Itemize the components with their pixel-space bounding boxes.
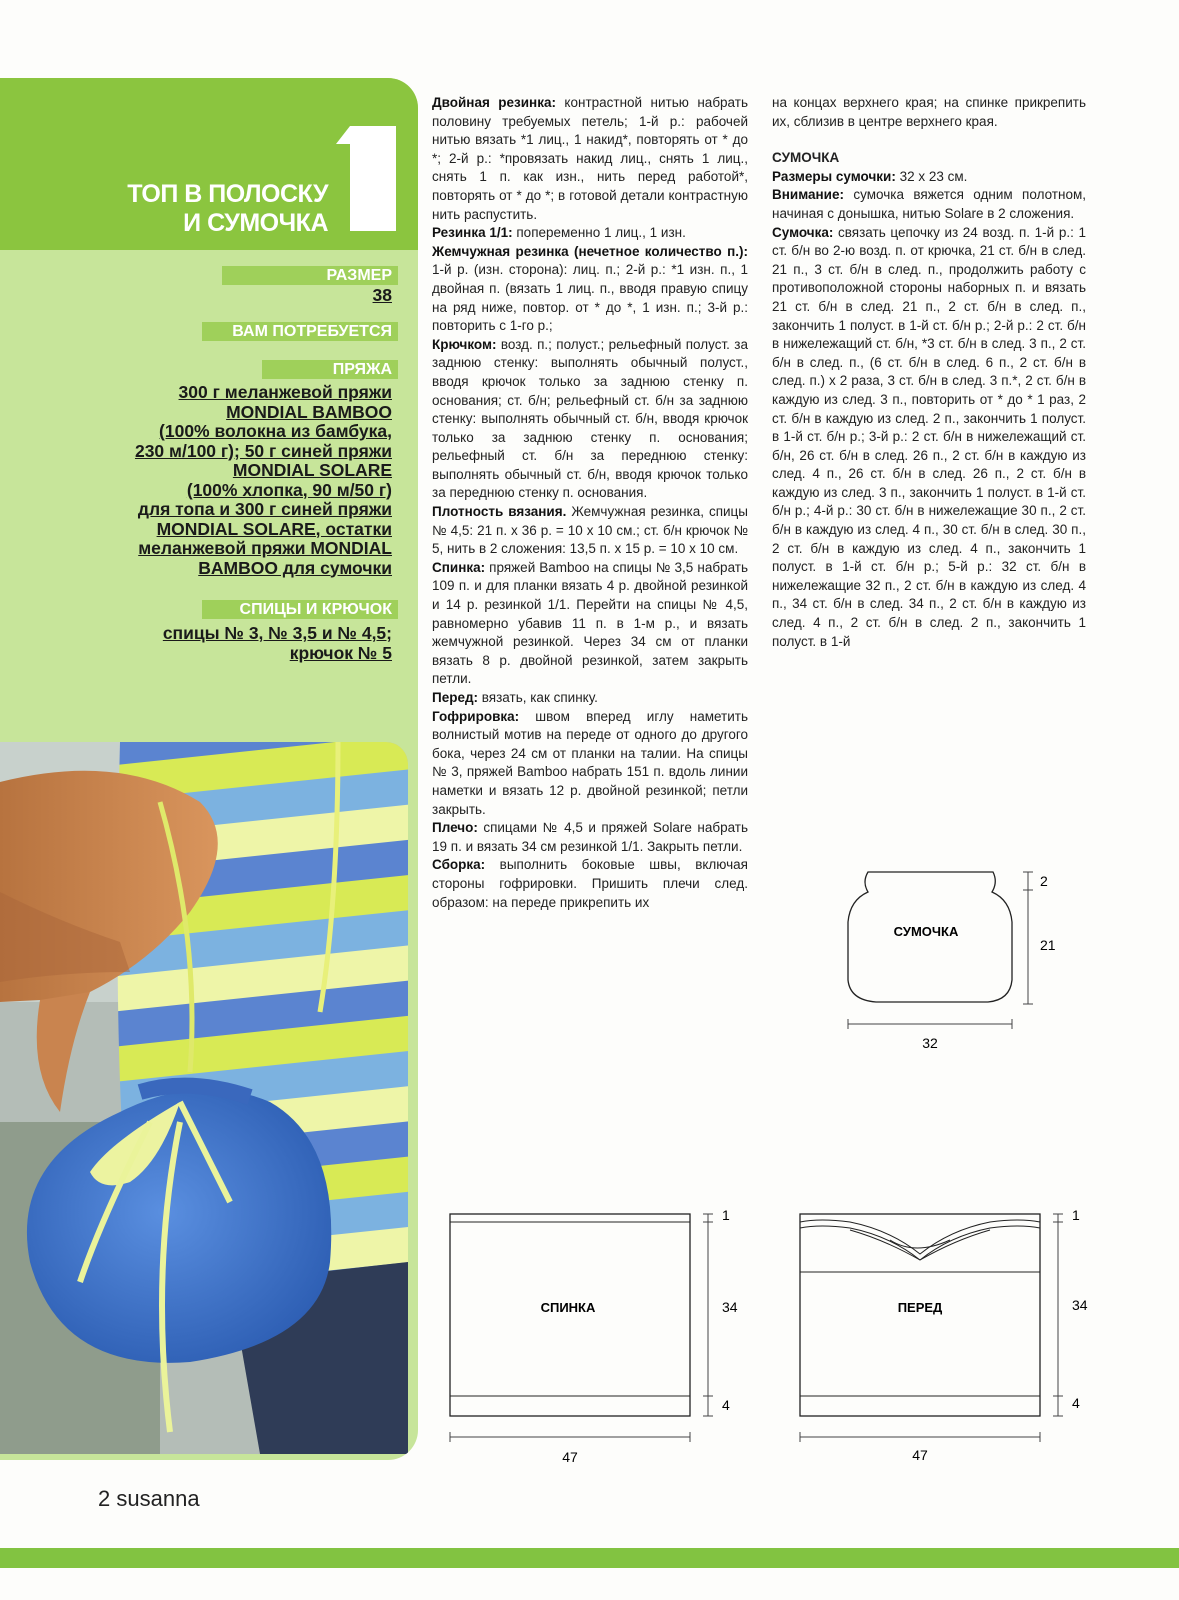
front-label: ПЕРЕД bbox=[897, 1300, 943, 1315]
front-dim-top: 1 bbox=[1072, 1207, 1080, 1223]
para-continuation: на концах верхнего края; на спинке прикрепить их, сблизив в центре верхнего края. bbox=[772, 95, 1086, 129]
front-dim-height: 34 bbox=[1072, 1297, 1088, 1313]
bag-schematic bbox=[838, 862, 1068, 1062]
bag-dim-height: 21 bbox=[1040, 937, 1056, 953]
page-number: 2 bbox=[98, 1486, 111, 1511]
needs-label: ВАМ ПОТРЕБУЕТСЯ bbox=[202, 322, 398, 341]
title-line-1: ТОП В ПОЛОСКУ bbox=[127, 180, 328, 208]
sidebar-header bbox=[0, 78, 418, 250]
section-heading-bag: СУМОЧКА bbox=[772, 150, 840, 166]
para-back: Спинка: пряжей Bamboo на спицы № 3,5 набрать 109 п. и для планки вязать 4 р. двойной резинкой и 14 р. резинкой 1/1. Перейти на спицы № 4,5, равномерно убавив 11 п. в 1-м р., и вязать жемчужной резинкой. Через 34 см от планки вязать 8 р. двойной резинкой, затем закрыть петли. bbox=[432, 559, 748, 687]
model-photo bbox=[0, 742, 408, 1454]
size-value: 38 bbox=[372, 285, 392, 305]
para-bag: Сумочка: связать цепочку из 24 возд. п. 1-й р.: 1 ст. б/н во 2-ю возд. п. от крючка, 21 ст. б/н в след. 21 п., 3 ст. б/н в след. п., продолжить работу с противоположной стороны наборных п. и вязать 21 ст. б/н в след. 21 п., 2 ст. б/н в след. п., закончить 1 полуст. в 1-й ст. б/н р.; 2-й р.: 2 ст. б/н в нижележащий ст. б/н, *3 ст. б/н в след. 3 п., 2 ст. б/н в след. п., (6 ст. б/н в след. 6 п., 2 ст. б/н в след. п.) х 2 раза, 3 ст. б/н в след. 3 п.*, 2 ст. б/н в каждую из след. 3 п., повторить от * до * 1 раз, 2 ст. б/н в каждую из след. 2 п., закончить 1 полуст. в 1-й ст. б/н р.; 3-й р.: 2 ст. б/н в нижележащий ст. б/н, 26 ст. б/н в след. 26 п., 2 ст. б/н в каждую из след. 4 п., 26 ст. б/н в след. 26 п., 2 ст. б/н в каждую из след. 3 п., закончить 1 полуст. в 1-й ст. б/н р.; 4-й р.: 30 ст. б/н в нижележащие 30 п., 2 ст. б/н в каждую из след. 4 п., 30 ст. б/н в след. 30 п., 2 ст. б/н в каждую из след. 4 п., закончить 1 полуст. в 1-й ст. б/н р.; 5-й р.: 32 ст. б/н в нижележащие 32 п., 2 ст. б/н в каждую из след. 4 п., 34 ст. б/н в след. 34 п., 2 ст. б/н в каждую из след. 4 п., 2 ст. б/н в след. 2 п., закончить 1 полуст. в 1-й bbox=[772, 224, 1086, 649]
title-line-2: И СУМОЧКА bbox=[183, 209, 328, 237]
back-label: СПИНКА bbox=[540, 1300, 596, 1315]
back-dim-top: 1 bbox=[722, 1207, 730, 1223]
back-dim-bottom: 4 bbox=[722, 1397, 730, 1413]
page-folio bbox=[98, 1486, 200, 1512]
bag-dim-top: 2 bbox=[1040, 873, 1048, 889]
instructions-column-1 bbox=[432, 94, 748, 912]
tools-description: спицы № 3, № 3,5 и № 4,5; крючок № 5 bbox=[162, 623, 392, 663]
para-front: Перед: вязать, как спинку. bbox=[432, 690, 598, 705]
tools-label: СПИЦЫ И КРЮЧОК bbox=[202, 600, 398, 619]
para-ruffle: Гофрировка: швом вперед иглу наметить волнистый мотив на переде от одного до другого бока, через 24 см от планки на талии. На спицы № 3, пряжей Bamboo набрать 151 п. вдоль линии наметки и вязать 12 р. двойной резинкой; петли закрыть. bbox=[432, 708, 748, 817]
para-bag-size: Размеры сумочки: 32 х 23 см. bbox=[772, 168, 968, 184]
front-dim-bottom: 4 bbox=[1072, 1395, 1080, 1411]
para-shoulder: Плечо: спицами № 4,5 и пряжей Solare набрать 19 п. и вязать 34 см резинкой 1/1. Закрыть петли. bbox=[432, 820, 748, 854]
sidebar-panel bbox=[0, 78, 418, 1460]
para-rib-1x1: Резинка 1/1: попеременно 1 лиц., 1 изн. bbox=[432, 225, 686, 241]
para-attention: Внимание: сумочка вяжется одним полотном, начиная с донышка, нитью Solare в 2 сложения. bbox=[772, 187, 1086, 221]
para-assembly: Сборка: выполнить боковые швы, включая стороны гофрировки. Пришить плечи след. образом: на переде прикрепить их bbox=[432, 857, 748, 910]
size-label: РАЗМЕР bbox=[222, 266, 398, 285]
photo-illustration bbox=[0, 742, 408, 1454]
back-dim-height: 34 bbox=[722, 1299, 738, 1315]
yarn-label: ПРЯЖА bbox=[262, 360, 398, 379]
bag-label: СУМОЧКА bbox=[893, 924, 959, 939]
back-schematic bbox=[440, 1204, 750, 1474]
bottom-green-bar bbox=[0, 1548, 1179, 1568]
para-double-rib: Двойная резинка: контрастной нитью набрать половину требуемых петель; 1-й р.: рабочей нитью вязать *1 лиц., 1 накид*, повторять от * до *; 2-й р.: *провязать накид лиц., снять 1 лиц., снять 1 п. как изн., нить перед работой*, повторять от * до *; в готовой детали контрастную нить распустить. bbox=[432, 95, 748, 222]
back-dim-width: 47 bbox=[562, 1449, 578, 1465]
front-schematic bbox=[790, 1204, 1110, 1474]
yarn-description: 300 г меланжевой пряжи MONDIAL BAMBOO (100% волокна из бамбука, 230 м/100 г); 50 г синей пряжи MONDIAL SOLARE (100% хлопка, 90 м/50 г) для топа и 300 г синей пряжи MONDIAL SOLARE, остатки меланжевой пряжи MONDIAL BAMBOO для сумочки bbox=[134, 382, 392, 578]
para-pearl-rib: Жемчужная резинка (нечетное количество п.): 1-й р. (изн. сторона): лиц. п.; 2-й р.: *1 изн. п., 1 двойная п. (вязать 1 лиц. п., вводя правую спицу на ряд ниже, повтор. от * до *, 1 изн. п.; 3-й р.: повторить с 1-го р.; bbox=[432, 243, 748, 334]
magazine-name: susanna bbox=[116, 1486, 200, 1511]
para-gauge: Плотность вязания. Жемчужная резинка, спицы № 4,5: 21 п. х 36 р. = 10 х 10 см.; ст. б/н крючок № 5, нить в 2 сложения: 13,5 п. х 15 р. = 10 х 10 см. bbox=[432, 504, 748, 557]
model-number-one bbox=[350, 126, 396, 231]
instructions-column-2 bbox=[772, 94, 1086, 651]
front-dim-width: 47 bbox=[912, 1447, 928, 1463]
bag-dim-width: 32 bbox=[922, 1035, 938, 1051]
para-crochet: Крючком: возд. п.; полуст.; рельефный полуст. за заднюю стенку: выполнять обычный полуст., вводя крючок только за заднюю стенку п. основания; ст. б/н; рельефный ст. б/н за заднюю стенку: выполнять обычный ст. б/н, вводя крючок только за заднюю стенку п. основания; рельефный ст. б/н за переднюю стенку: выполнять обычный ст. б/н, вводя крючок только за переднюю стенку п. основания. bbox=[432, 336, 748, 501]
article-title bbox=[92, 180, 328, 238]
